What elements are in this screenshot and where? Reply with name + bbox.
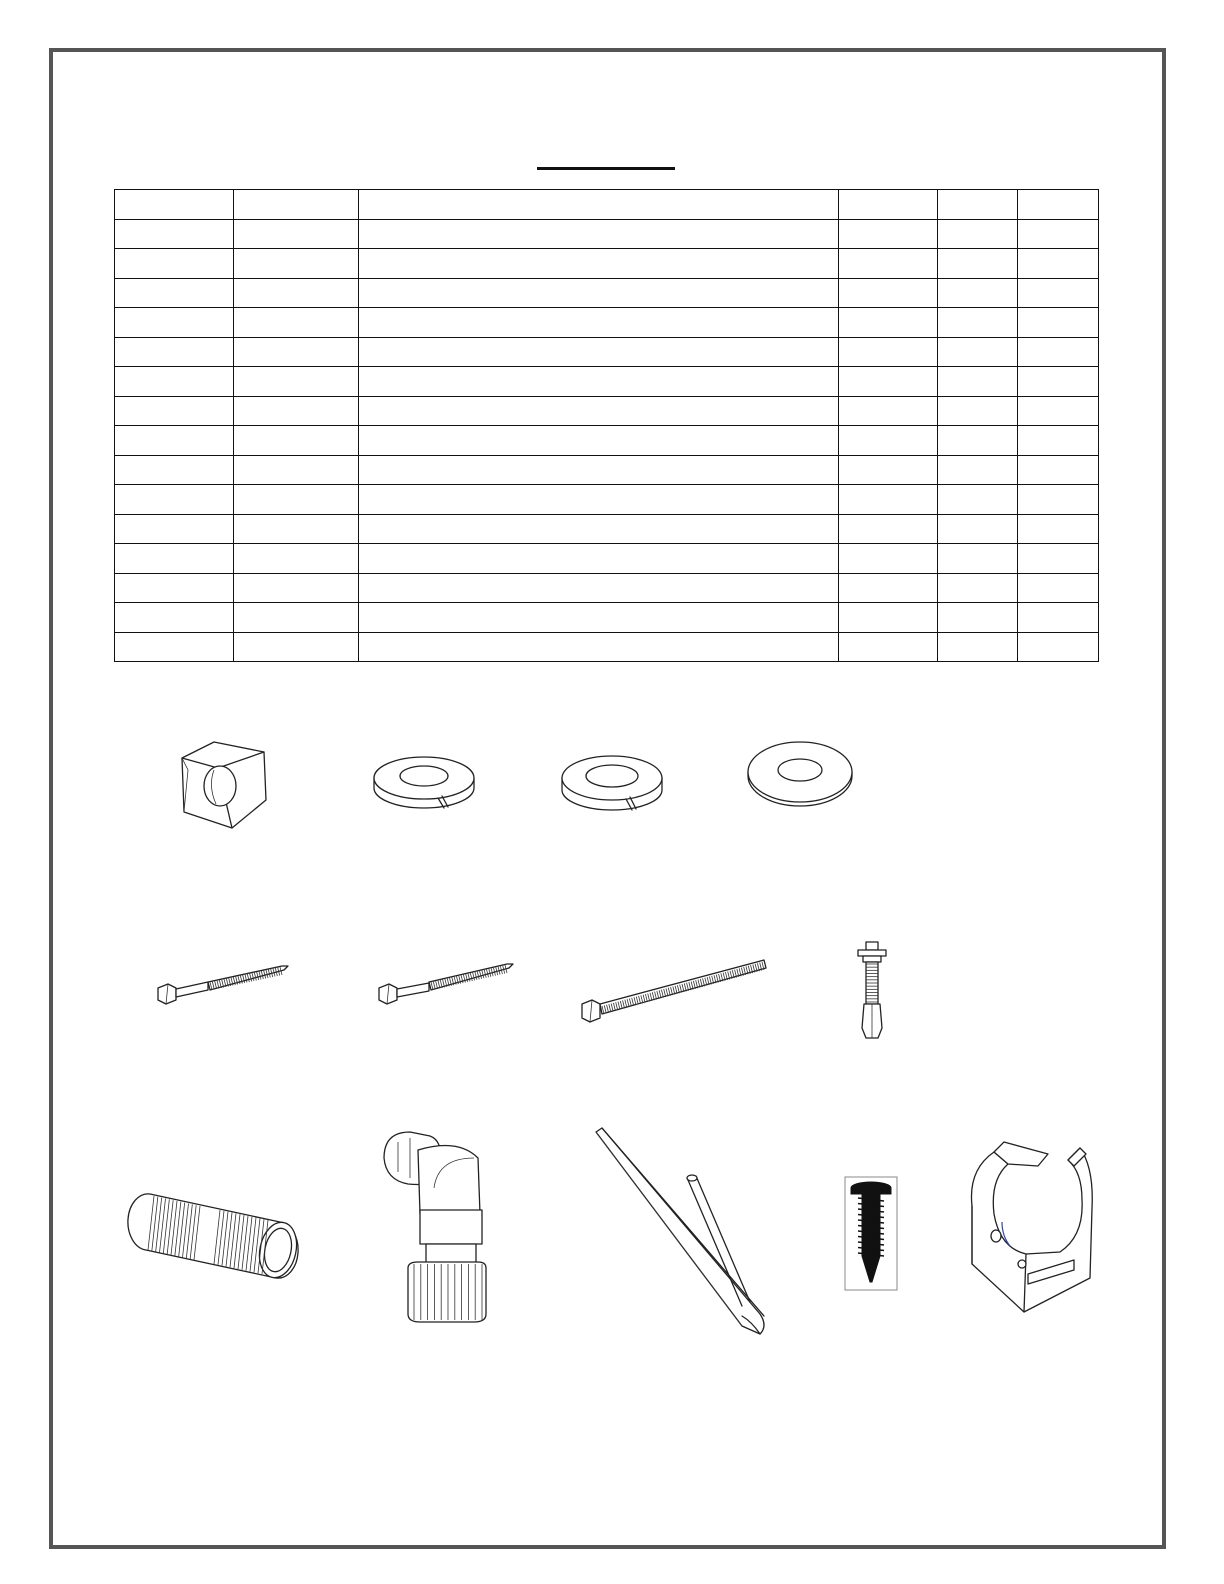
table-cell	[1018, 278, 1099, 308]
table-cell	[1018, 514, 1099, 544]
table-cell	[1018, 219, 1099, 249]
table-cell	[115, 485, 234, 515]
table-row	[115, 603, 1099, 633]
table-cell	[938, 396, 1018, 426]
table-cell	[359, 367, 839, 397]
table-cell	[839, 278, 938, 308]
pipe-nipple-icon	[140, 1184, 304, 1280]
table-cell	[115, 632, 234, 662]
table-cell	[115, 219, 234, 249]
table-cell	[1018, 455, 1099, 485]
table-row	[115, 632, 1099, 662]
table-cell	[839, 426, 938, 456]
table-cell	[234, 308, 359, 338]
table-cell	[938, 485, 1018, 515]
table-cell	[1018, 573, 1099, 603]
table-cell	[938, 426, 1018, 456]
lag-screw-long-icon	[152, 960, 294, 1008]
table-cell	[115, 190, 234, 220]
table-cell	[115, 367, 234, 397]
table-row	[115, 455, 1099, 485]
table-cell	[234, 367, 359, 397]
hex-nut-icon	[178, 738, 270, 834]
table-row	[115, 426, 1099, 456]
table-cell	[1018, 367, 1099, 397]
table-cell	[938, 219, 1018, 249]
table-cell	[359, 308, 839, 338]
table-cell	[1018, 603, 1099, 633]
table-cell	[938, 337, 1018, 367]
table-row	[115, 219, 1099, 249]
table-cell	[359, 485, 839, 515]
table-cell	[839, 337, 938, 367]
threaded-bolt-icon	[578, 956, 770, 1026]
table-cell	[1018, 308, 1099, 338]
table-cell	[234, 190, 359, 220]
sleeve-anchor-icon	[852, 938, 892, 1042]
table-cell	[359, 337, 839, 367]
table-row	[115, 278, 1099, 308]
table-cell	[938, 632, 1018, 662]
table-cell	[1018, 485, 1099, 515]
table-cell	[359, 573, 839, 603]
table-row	[115, 308, 1099, 338]
table-cell	[839, 573, 938, 603]
table-cell	[115, 426, 234, 456]
table-cell	[234, 485, 359, 515]
table-cell	[1018, 426, 1099, 456]
pan-head-screw-icon	[844, 1176, 898, 1292]
table-cell	[839, 308, 938, 338]
table-row	[115, 544, 1099, 574]
lock-washer-large-icon	[560, 750, 664, 812]
table-cell	[359, 190, 839, 220]
table-cell	[234, 603, 359, 633]
table-cell	[359, 426, 839, 456]
table-cell	[359, 455, 839, 485]
table-cell	[839, 249, 938, 279]
table-cell	[839, 603, 938, 633]
table-cell	[234, 396, 359, 426]
table-cell	[839, 632, 938, 662]
table-cell	[839, 219, 938, 249]
page-title-underline	[537, 167, 675, 170]
table-row	[115, 485, 1099, 515]
table-cell	[839, 485, 938, 515]
table-cell	[359, 278, 839, 308]
table-cell	[359, 632, 839, 662]
table-cell	[938, 249, 1018, 279]
table-cell	[938, 278, 1018, 308]
table-cell	[115, 603, 234, 633]
table-cell	[234, 544, 359, 574]
flat-washer-icon	[746, 740, 854, 810]
elbow-fitting-icon	[378, 1128, 490, 1326]
table-cell	[1018, 337, 1099, 367]
table-cell	[1018, 190, 1099, 220]
table-cell	[234, 573, 359, 603]
table-cell	[1018, 249, 1099, 279]
table-cell	[839, 544, 938, 574]
table-cell	[1018, 632, 1099, 662]
table-cell	[359, 514, 839, 544]
table-cell	[938, 308, 1018, 338]
table-cell	[938, 455, 1018, 485]
table-cell	[938, 514, 1018, 544]
table-cell	[938, 190, 1018, 220]
lock-washer-icon	[372, 750, 476, 812]
table-cell	[234, 337, 359, 367]
table-cell	[115, 573, 234, 603]
table-cell	[115, 249, 234, 279]
table-cell	[115, 337, 234, 367]
table-row	[115, 514, 1099, 544]
table-cell	[938, 573, 1018, 603]
table-cell	[234, 249, 359, 279]
table-cell	[359, 249, 839, 279]
table-cell	[1018, 544, 1099, 574]
table-cell	[234, 455, 359, 485]
table-cell	[938, 544, 1018, 574]
table-cell	[115, 544, 234, 574]
table-cell	[1018, 396, 1099, 426]
tubing-icon	[592, 1126, 772, 1340]
lag-screw-short-icon	[373, 960, 515, 1008]
table-cell	[115, 308, 234, 338]
table-cell	[234, 278, 359, 308]
table-cell	[359, 219, 839, 249]
table-cell	[839, 514, 938, 544]
table-cell	[115, 455, 234, 485]
table-cell	[938, 367, 1018, 397]
table-row	[115, 396, 1099, 426]
pipe-clamp-icon	[964, 1136, 1094, 1316]
table-row	[115, 337, 1099, 367]
table-cell	[938, 603, 1018, 633]
table-row	[115, 190, 1099, 220]
table-cell	[115, 278, 234, 308]
table-cell	[234, 426, 359, 456]
table-row	[115, 367, 1099, 397]
table-cell	[839, 396, 938, 426]
table-cell	[234, 632, 359, 662]
table-cell	[839, 455, 938, 485]
table-cell	[359, 603, 839, 633]
table-cell	[234, 514, 359, 544]
table-cell	[839, 367, 938, 397]
table-cell	[234, 219, 359, 249]
table-cell	[839, 190, 938, 220]
table-cell	[359, 544, 839, 574]
parts-table	[114, 189, 1099, 662]
table-cell	[115, 396, 234, 426]
table-cell	[115, 514, 234, 544]
parts-table-body	[115, 190, 1099, 662]
table-cell	[359, 396, 839, 426]
table-row	[115, 573, 1099, 603]
table-row	[115, 249, 1099, 279]
